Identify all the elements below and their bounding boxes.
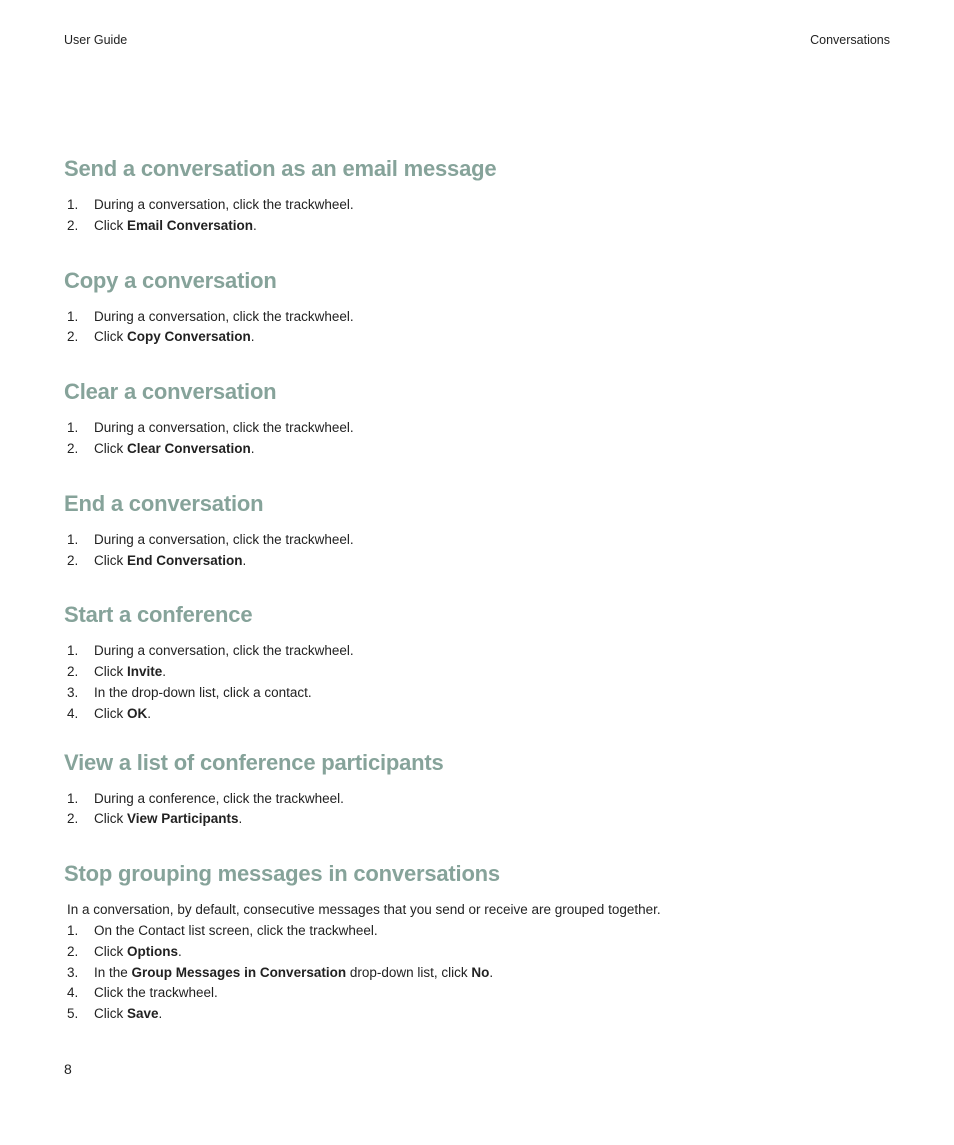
step-text-pre: Click [94,552,127,568]
step-text-pre: Click [94,664,127,680]
option-ref: No [471,964,490,980]
section-send-email [64,154,894,237]
step-item [64,921,894,942]
menu-item-ref: View Participants [127,811,239,827]
step-number: 2. [67,329,79,345]
step-number: 1. [67,197,79,212]
step-number: 1. [67,643,79,659]
step-list [64,789,894,831]
step-text-pre: Click [94,811,127,827]
step-number: 2. [67,664,79,680]
step-number: 1. [67,308,79,324]
step-text: During a conversation, click the trackwheel. [94,643,354,659]
step-item [64,530,894,551]
menu-item-ref: Copy Conversation [127,329,251,345]
step-text-pre: Click [94,440,127,456]
step-item [64,641,894,662]
step-text-post: . [250,329,255,345]
step-item [64,963,894,984]
step-text-pre: Click [94,217,127,233]
step-text-post: . [242,552,247,568]
step-text-post: . [158,1006,163,1022]
menu-item-ref: End Conversation [127,552,243,568]
step-number: 1. [67,420,79,436]
step-number: 1. [67,922,79,938]
step-number: 4. [67,705,79,721]
section-copy [64,266,894,349]
step-list [64,641,894,724]
menu-item-ref: Save [127,1006,159,1022]
menu-item-ref: Email Conversation [127,217,254,233]
step-item [64,662,894,683]
section-stop-grouping [64,859,894,1025]
menu-item-ref: Clear Conversation [127,440,251,456]
section-title: Clear a conversation [64,379,277,405]
step-list [64,195,894,237]
step-item [64,307,894,328]
step-list [64,921,894,1025]
step-number: 3. [67,684,79,700]
step-text: During a conference, click the trackwheel. [94,790,344,806]
step-text-mid: drop-down list, click [346,964,472,980]
step-text-post: . [489,964,494,980]
step-number: 2. [67,811,79,827]
step-item [64,809,894,830]
step-number: 2. [67,943,79,959]
step-number: 4. [67,985,79,1001]
step-number: 2. [67,552,79,568]
running-header-left: User Guide [64,33,128,47]
section-title: Copy a conversation [64,267,277,293]
step-text: During a conversation, click the trackwheel. [94,420,354,436]
step-number: 5. [67,1006,79,1022]
step-number: 2. [67,440,79,456]
step-text-post: . [238,811,243,827]
step-list [64,307,894,349]
step-text: On the Contact list screen, click the trackwheel. [94,922,378,938]
step-text-pre: Click [94,329,127,345]
step-text: Click the trackwheel. [94,985,218,1001]
section-title: Start a conference [64,602,253,628]
section-title: Stop grouping messages in conversations [64,861,500,887]
section-title: Send a conversation as an email message [64,156,497,181]
step-item [64,439,894,460]
step-text: During a conversation, click the trackwheel. [94,197,354,212]
running-header-right: Conversations [810,33,890,47]
step-number: 3. [67,964,79,980]
section-end [64,489,894,572]
step-list [64,418,894,460]
step-text-pre: Click [94,943,127,959]
step-item [64,195,894,216]
step-item [64,1004,894,1025]
section-start-conference [64,600,894,724]
step-text-post: . [147,705,152,721]
step-item [64,942,894,963]
step-text: In the drop-down list, click a contact. [94,684,312,700]
field-ref: Group Messages in Conversation [131,964,347,980]
step-text-post: . [178,943,182,959]
step-list [64,530,894,572]
menu-item-ref: Options [127,943,178,959]
section-view-participants [64,748,894,831]
step-text-pre: Click [94,705,127,721]
step-item [64,983,894,1004]
menu-item-ref: OK [127,705,148,721]
page-content [64,154,894,1025]
step-item [64,327,894,348]
section-title: View a list of conference participants [64,749,444,775]
step-text-post: . [250,440,255,456]
step-text-pre: Click [94,1006,127,1022]
step-text: During a conversation, click the trackwheel. [94,308,354,324]
step-text-post: . [253,217,257,233]
step-item [64,216,894,237]
step-item [64,551,894,572]
page-number: 8 [64,1061,72,1077]
section-clear [64,377,894,460]
step-text: During a conversation, click the trackwheel. [94,531,354,547]
step-item [64,418,894,439]
step-text-pre: In the [94,964,132,980]
section-title: End a conversation [64,490,264,516]
step-number: 2. [67,217,79,233]
step-text-post: . [162,664,167,680]
step-item [64,683,894,704]
menu-item-ref: Invite [127,664,163,680]
step-item [64,704,894,725]
step-item [64,789,894,810]
step-number: 1. [67,790,79,806]
step-number: 1. [67,531,79,547]
section-intro: In a conversation, by default, consecutive messages that you send or receive are grouped together. [67,902,661,918]
